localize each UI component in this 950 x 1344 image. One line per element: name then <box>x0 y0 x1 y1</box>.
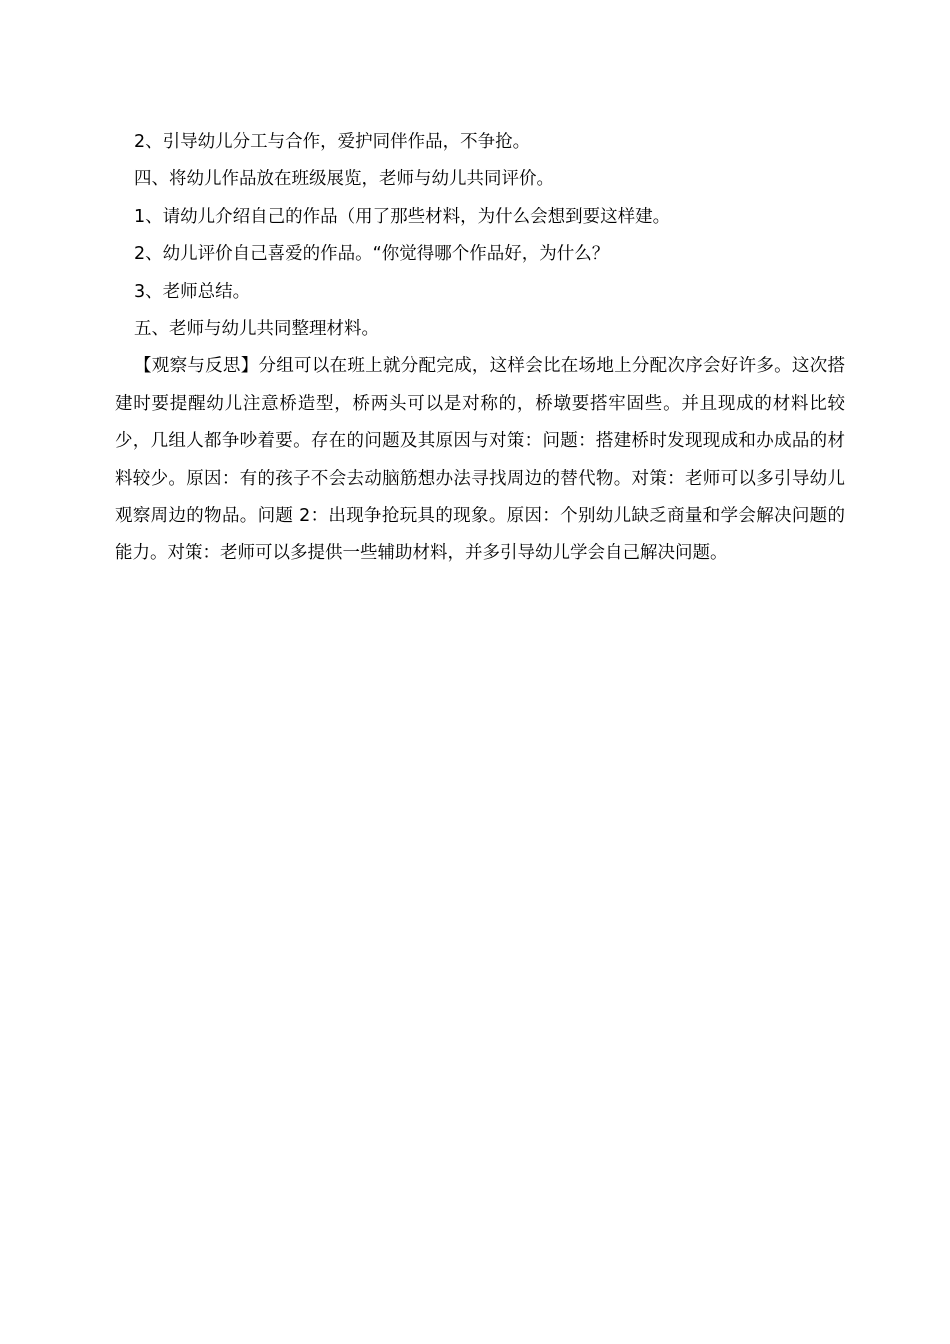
section-five-tidy-up: 五、老师与幼儿共同整理材料。 <box>134 319 379 340</box>
reflection-paragraph: 【观察与反思】分组可以在班上就分配完成，这样会比在场地上分配次序会好许多。这次搭建时要提醒幼儿注意桥造型，桥两头可以是对称的，桥墩要搭牢固些。并且现成的材料比较少，几组人都争吵着要。存在的问题及其原因与对策：问题：搭建桥时发现现成和办成品的材料较少。原因：有的孩子不会去动脑筋想办法寻找周边的替代物。对策：老师可以多引导幼儿观察周边的物品。问题 2：出现争抢玩具的现象。原因：个别幼儿缺乏商量和学会解决问题的能力。对策：老师可以多提供一些辅助材料，并多引导幼儿学会自己解决问题。 <box>115 356 845 564</box>
step-divide-cooperate: 2、引导幼儿分工与合作，爱护同伴作品，不争抢。 <box>134 132 531 152</box>
step-teacher-summary: 3、老师总结。 <box>134 281 251 302</box>
document-body <box>115 124 845 573</box>
section-four-exhibition: 四、将幼儿作品放在班级展览，老师与幼儿共同评价。 <box>134 169 554 190</box>
step-evaluate-work: 2、幼儿评价自己喜爱的作品。“你觉得哪个作品好，为什么？ <box>134 244 610 265</box>
step-introduce-work: 1、请幼儿介绍自己的作品（用了那些材料，为什么会想到要这样建。 <box>134 206 671 227</box>
